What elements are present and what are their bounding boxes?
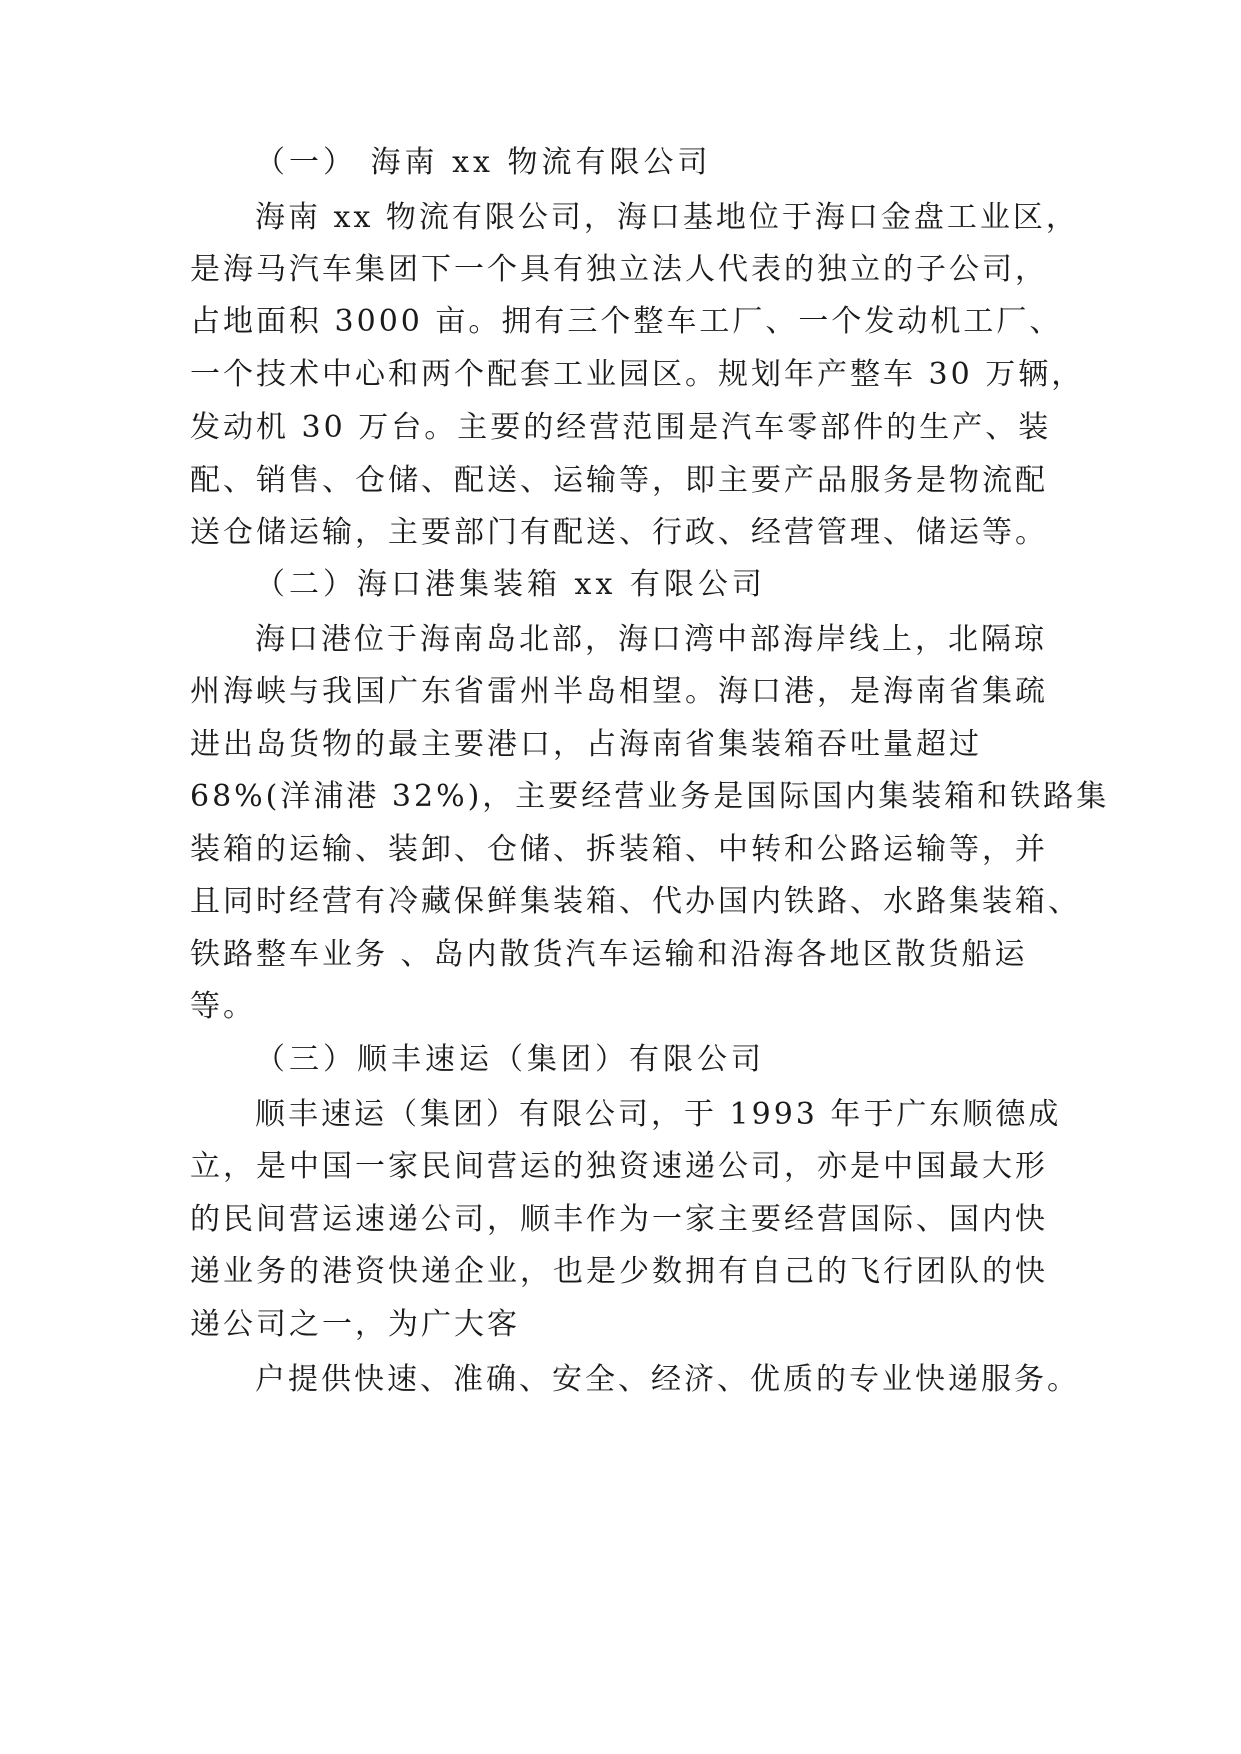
paragraph-line: 海口港位于海南岛北部，海口湾中部海岸线上，北隔琼 [255,622,1047,657]
paragraph-line: 铁路整车业务 、岛内散货汽车运输和沿海各地区散货船运 [190,937,1028,972]
paragraph-line: 顺丰速运（集团）有限公司，于 1993 年于广东顺德成 [255,1097,1062,1132]
paragraph-line: 户提供快速、准确、安全、经济、优质的专业快递服务。 [255,1362,1080,1397]
paragraph-line: 68%(洋浦港 32%)，主要经营业务是国际国内集装箱和铁路集 [190,779,1110,814]
paragraph-line: 是海马汽车集团下一个具有独立法人代表的独立的子公司， [190,252,1048,287]
paragraph-line: 且同时经营有冷藏保鲜集装箱、代办国内铁路、水路集装箱、 [190,884,1081,919]
paragraph-line: 一个技术中心和两个配套工业园区。规划年产整车 30 万辆， [190,357,1085,392]
section-heading-1: （一） 海南 xx 物流有限公司 [255,145,712,180]
paragraph-line: 占地面积 3000 亩。拥有三个整车工厂、一个发动机工厂、 [190,304,1063,339]
paragraph-line: 进出岛货物的最主要港口，占海南省集装箱吞吐量超过 [190,727,982,762]
section-heading-3: （三）顺丰速运（集团）有限公司 [255,1042,765,1077]
paragraph-line: 配、销售、仓储、配送、运输等，即主要产品服务是物流配 [190,463,1048,498]
paragraph-line: 的民间营运速递公司，顺丰作为一家主要经营国际、国内快 [190,1202,1048,1237]
paragraph-line: 装箱的运输、装卸、仓储、拆装箱、中转和公路运输等，并 [190,832,1048,867]
paragraph-line: 送仓储运输，主要部门有配送、行政、经营管理、储运等。 [190,515,1048,550]
paragraph-line: 海南 xx 物流有限公司，海口基地位于海口金盘工业区， [255,200,1079,235]
paragraph-line: 递业务的港资快递企业，也是少数拥有自己的飞行团队的快 [190,1254,1048,1289]
section-heading-2: （二）海口港集装箱 xx 有限公司 [255,567,766,602]
paragraph-line: 递公司之一，为广大客 [190,1307,520,1342]
paragraph-line: 立，是中国一家民间营运的独资速递公司，亦是中国最大形 [190,1149,1048,1184]
paragraph-line: 发动机 30 万台。主要的经营范围是汽车零部件的生产、装 [190,410,1052,445]
paragraph-line: 州海峡与我国广东省雷州半岛相望。海口港，是海南省集疏 [190,674,1048,709]
paragraph-line: 等。 [190,989,256,1024]
